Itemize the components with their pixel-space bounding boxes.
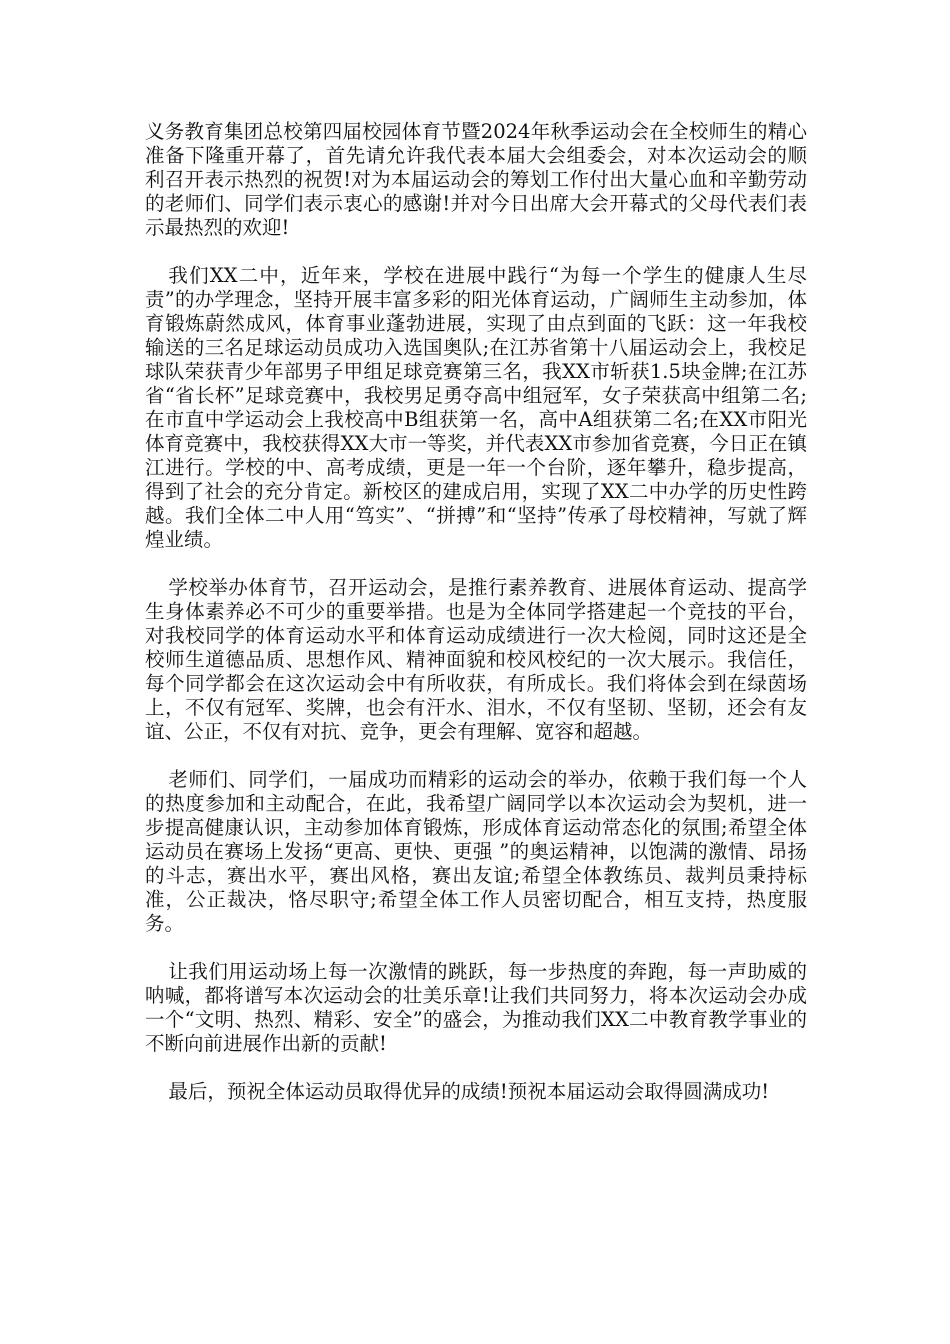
paragraph-5: 让我们用运动场上每一次激情的跳跃，每一步热度的奔跑，每一声助威的呐喊，都将谱写本次运动会的壮美乐章!让我们共同努力，将本次运动会办成一个“文明、热烈、精彩、安全”的盛会，为推动我们XX二中教育教学事业的不断向前进展作出新的贡献! bbox=[145, 960, 807, 1055]
paragraph-1: 义务教育集团总校第四届校园体育节暨2024年秋季运动会在全校师生的精心准备下隆重开幕了，首先请允许我代表本届大会组委会，对本次运动会的顺利召开表示热烈的祝贺!对为本届运动会的筹划工作付出大量心血和辛勤劳动的老师们、同学们表示衷心的感谢!并对今日出席大会开幕式的父母代表们表示最热烈的欢迎! bbox=[145, 120, 807, 239]
paragraph-3: 学校举办体育节，召开运动会，是推行素养教育、进展体育运动、提高学生身体素养必不可少的重要举措。也是为全体同学搭建起一个竞技的平台，对我校同学的体育运动水平和体育运动成绩进行一次大检阅，同时这还是全校师生道德品质、思想作风、精神面貌和校风校纪的一次大展示。我信任，每个同学都会在这次运动会中有所收获，有所成长。我们将体会到在绿茵场上，不仅有冠军、奖牌，也会有汗水、泪水，不仅有坚韧、坚韧，还会有友谊、公正，不仅有对抗、竞争，更会有理解、宽容和超越。 bbox=[145, 576, 807, 743]
paragraph-6: 最后，预祝全体运动员取得优异的成绩!预祝本届运动会取得圆满成功! bbox=[168, 1080, 770, 1103]
paragraph-4: 老师们、同学们，一届成功而精彩的运动会的举办，依赖于我们每一个人的热度参加和主动配合，在此，我希望广阔同学以本次运动会为契机，进一步提高健康认识，主动参加体育锻炼，形成体育运动常态化的氛围;希望全体运动员在赛场上发扬“更高、更快、更强 ”的奥运精神，以饱满的激情、昂扬的斗志，赛出水平，赛出风格，赛出友谊;希望全体教练员、裁判员秉持标准，公正裁决，恪尽职守;希望全体工作人员密切配合，相互支持，热度服务。 bbox=[145, 768, 807, 935]
paragraph-2: 我们XX二中，近年来，学校在进展中践行“为每一个学生的健康人生尽责”的办学理念，坚持开展丰富多彩的阳光体育运动，广阔师生主动参加，体育锻炼蔚然成风，体育事业蓬勃进展，实现了由点到面的飞跃：这一年我校输送的三名足球运动员成功入选国奥队;在江苏省第十八届运动会上，我校足球队荣获青少年部男子甲组足球竞赛第三名，我XX市斩获1.5块金牌;在江苏省“省长杯”足球竞赛中，我校男足勇夺高中组冠军，女子荣获高中组第二名;在市直中学运动会上我校高中B组获第一名，高中A组获第二名;在XX市阳光体育竞赛中，我校获得XX大市一等奖，并代表XX市参加省竞赛，今日正在镇江进行。学校的中、高考成绩，更是一年一个台阶，逐年攀升，稳步提高，得到了社会的充分肯定。新校区的建成启用，实现了XX二中办学的历史性跨越。我们全体二中人用“笃实”、“拼搏”和“坚持”传承了母校精神，写就了辉煌业绩。 bbox=[145, 264, 807, 551]
document-body bbox=[145, 120, 807, 1128]
